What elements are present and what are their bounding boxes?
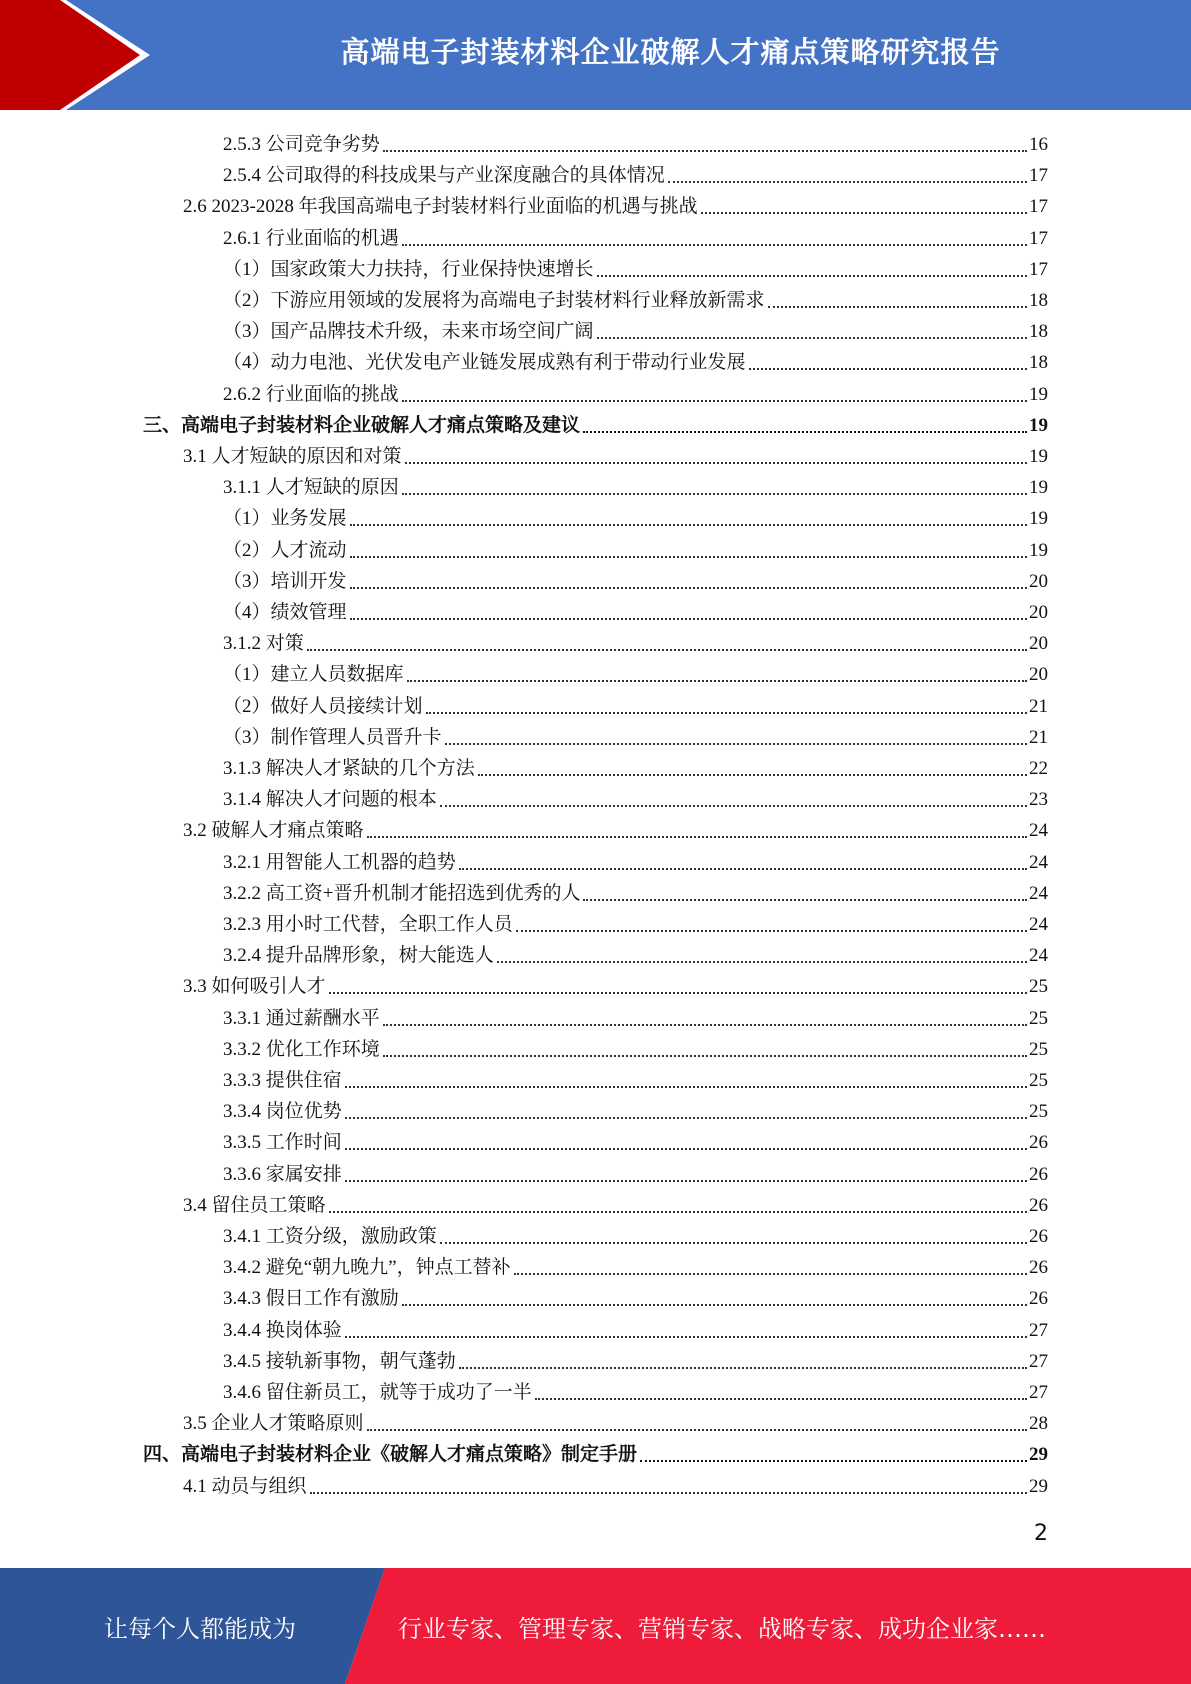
toc-entry-page: 18	[1029, 290, 1048, 311]
toc-leader-dots	[459, 868, 1027, 870]
toc-entry-page: 20	[1029, 633, 1048, 655]
toc-leader-dots	[445, 743, 1027, 745]
toc-entry-label: 3.4 留住员工策略	[183, 1194, 326, 1216]
toc-entry[interactable]	[183, 1405, 1048, 1436]
toc-entry-label: 3.1.2 对策	[223, 633, 304, 655]
toc-entry-page: 19	[1029, 414, 1048, 436]
toc-entry[interactable]	[223, 688, 1048, 719]
toc-entry-label: 3.4.1 工资分级，激励政策	[223, 1226, 437, 1247]
toc-entry[interactable]	[223, 126, 1048, 157]
toc-entry-label: 3.4.4 换岗体验	[223, 1319, 342, 1341]
toc-entry[interactable]	[143, 1436, 1048, 1467]
toc-entry[interactable]	[183, 812, 1048, 843]
toc-entry-page: 18	[1029, 321, 1048, 343]
toc-entry-page: 25	[1029, 1101, 1048, 1123]
toc-entry-label: 3.2.4 提升品牌形象，树大能选人	[223, 945, 494, 967]
toc-leader-dots	[367, 836, 1027, 838]
toc-entry-page: 27	[1029, 1319, 1048, 1341]
toc-entry[interactable]	[223, 875, 1048, 906]
toc-entry-page: 24	[1029, 882, 1048, 904]
toc-entry-label: 3.1.3 解决人才紧缺的几个方法	[223, 758, 475, 779]
toc-entry-label: 3.3.2 优化工作环境	[223, 1038, 380, 1060]
toc-entry[interactable]	[223, 157, 1048, 188]
toc-entry[interactable]	[223, 1343, 1048, 1374]
toc-entry-label: 四、高端电子封装材料企业《破解人才痛点策略》制定手册	[143, 1444, 638, 1466]
toc-entry-page: 24	[1029, 945, 1048, 967]
toc-entry[interactable]	[223, 282, 1048, 313]
toc-entry-label: （4）动力电池、光伏发电产业链发展成熟有利于带动行业发展	[223, 352, 746, 374]
toc-entry[interactable]	[183, 1187, 1048, 1218]
footer-slogan-right: 行业专家、管理专家、营销专家、战略专家、成功企业家……	[398, 1614, 1046, 1643]
toc-entry-page: 27	[1029, 1350, 1048, 1372]
toc-entry-page: 26	[1029, 1132, 1048, 1154]
toc-entry-page: 19	[1029, 446, 1048, 467]
toc-leader-dots	[597, 337, 1027, 339]
toc-leader-dots	[310, 1492, 1027, 1494]
toc-leader-dots	[367, 1429, 1027, 1431]
toc-leader-dots	[402, 244, 1027, 246]
toc-leader-dots	[516, 930, 1027, 932]
toc-entry-label: 3.4.5 接轨新事物，朝气蓬勃	[223, 1350, 456, 1372]
footer-slogan-left: 让每个人都能成为	[104, 1614, 296, 1643]
toc-entry-label: 3.2.1 用智能人工机器的趋势	[223, 851, 456, 873]
toc-entry-page: 29	[1029, 1444, 1048, 1466]
toc-entry-page: 17	[1029, 196, 1048, 218]
toc-entry-label: 3.3.1 通过薪酬水平	[223, 1007, 380, 1029]
toc-entry-page: 21	[1029, 695, 1048, 717]
toc-entry-label: 3.3.5 工作时间	[223, 1132, 342, 1154]
toc-entry-label: 3.1.1 人才短缺的原因	[223, 477, 399, 499]
toc-entry[interactable]	[223, 1156, 1048, 1187]
toc-leader-dots	[329, 992, 1027, 994]
toc-entry[interactable]	[223, 906, 1048, 937]
toc-leader-dots	[345, 1148, 1027, 1150]
toc-entry[interactable]	[223, 844, 1048, 875]
toc-entry[interactable]	[223, 594, 1048, 625]
toc-entry[interactable]	[223, 1218, 1048, 1249]
toc-entry[interactable]	[223, 251, 1048, 282]
toc-entry-label: 3.4.2 避免“朝九晚九”，钟点工替补	[223, 1257, 511, 1279]
toc-entry-page: 16	[1029, 134, 1048, 155]
toc-entry[interactable]	[223, 1249, 1048, 1280]
toc-entry-label: 3.1.4 解决人才问题的根本	[223, 789, 437, 811]
document-title: 高端电子封装材料企业破解人才痛点策略研究报告	[340, 34, 1001, 69]
toc-entry[interactable]	[223, 719, 1048, 750]
toc-entry-label: 3.5 企业人才策略原则	[183, 1413, 364, 1435]
toc-entry-page: 19	[1029, 508, 1048, 530]
toc-entry-label: （2）下游应用领域的发展将为高端电子封装材料行业释放新需求	[223, 290, 765, 311]
toc-entry-label: （1）建立人员数据库	[223, 664, 404, 686]
toc-entry-label: 4.1 动员与组织	[183, 1475, 307, 1497]
toc-leader-dots	[459, 1367, 1027, 1369]
toc-leader-dots	[478, 774, 1027, 776]
toc-entry[interactable]	[223, 563, 1048, 594]
toc-entry[interactable]	[183, 438, 1048, 469]
toc-entry-label: （3）国产品牌技术升级，未来市场空间广阔	[223, 321, 594, 343]
toc-entry-page: 26	[1029, 1257, 1048, 1279]
toc-leader-dots	[350, 618, 1027, 620]
toc-leader-dots	[597, 275, 1027, 277]
toc-entry-page: 29	[1029, 1475, 1048, 1497]
toc-entry-page: 22	[1029, 758, 1048, 779]
toc-entry[interactable]	[223, 1093, 1048, 1124]
toc-entry-page: 17	[1029, 165, 1048, 187]
toc-leader-dots	[350, 556, 1027, 558]
toc-entry-label: 3.3.4 岗位优势	[223, 1101, 342, 1123]
toc-leader-dots	[583, 899, 1027, 901]
toc-leader-dots	[583, 431, 1027, 433]
toc-entry-page: 21	[1029, 726, 1048, 748]
toc-entry-page: 27	[1029, 1382, 1048, 1403]
toc-entry[interactable]	[223, 1000, 1048, 1031]
toc-leader-dots	[426, 712, 1027, 714]
toc-leader-dots	[749, 368, 1027, 370]
toc-leader-dots	[383, 1055, 1027, 1057]
toc-leader-dots	[668, 181, 1027, 183]
toc-leader-dots	[514, 1273, 1027, 1275]
toc-entry-page: 26	[1029, 1163, 1048, 1185]
toc-leader-dots	[535, 1398, 1027, 1400]
toc-entry[interactable]	[223, 781, 1048, 812]
toc-leader-dots	[345, 1086, 1027, 1088]
toc-entry-page: 18	[1029, 352, 1048, 374]
toc-leader-dots	[402, 1304, 1027, 1306]
toc-entry-page: 17	[1029, 258, 1048, 280]
toc-leader-dots	[440, 1242, 1027, 1244]
toc-entry[interactable]	[223, 1062, 1048, 1093]
toc-entry-page: 20	[1029, 570, 1048, 592]
toc-entry-page: 25	[1029, 976, 1048, 998]
toc-entry-page: 20	[1029, 664, 1048, 686]
toc-leader-dots	[383, 150, 1027, 152]
toc-leader-dots	[345, 1336, 1027, 1338]
toc-entry-label: 2.5.4 公司取得的科技成果与产业深度融合的具体情况	[223, 165, 665, 187]
toc-entry-label: 3.1 人才短缺的原因和对策	[183, 446, 402, 467]
toc-entry-label: 3.2 破解人才痛点策略	[183, 820, 364, 842]
toc-leader-dots	[440, 805, 1027, 807]
toc-entry-page: 26	[1029, 1288, 1048, 1310]
toc-entry-label: 3.2.2 高工资+晋升机制才能招选到优秀的人	[223, 882, 581, 904]
toc-entry-page: 28	[1029, 1413, 1048, 1435]
toc-entry[interactable]	[223, 656, 1048, 687]
toc-entry-page: 25	[1029, 1007, 1048, 1029]
toc-entry-label: （2）做好人员接续计划	[223, 695, 423, 717]
toc-entry[interactable]	[183, 1468, 1048, 1499]
toc-entry[interactable]	[223, 937, 1048, 968]
toc-entry[interactable]	[143, 407, 1048, 438]
page-header	[0, 0, 1191, 110]
toc-leader-dots	[307, 649, 1027, 651]
toc-entry-label: 3.4.3 假日工作有激励	[223, 1288, 399, 1310]
toc-entry[interactable]	[223, 1031, 1048, 1062]
toc-entry[interactable]	[223, 220, 1048, 251]
toc-entry[interactable]	[183, 188, 1048, 219]
toc-entry-page: 25	[1029, 1070, 1048, 1091]
toc-entry[interactable]	[223, 313, 1048, 344]
toc-leader-dots	[350, 524, 1027, 526]
toc-entry-label: （4）绩效管理	[223, 602, 347, 623]
toc-entry-label: 2.6.2 行业面临的挑战	[223, 383, 399, 405]
toc-leader-dots	[497, 961, 1027, 963]
toc-entry-label: 3.3.6 家属安排	[223, 1163, 342, 1185]
page-footer	[0, 1568, 1191, 1684]
toc-entry-label: 2.6 2023-2028 年我国高端电子封装材料行业面临的机遇与挑战	[183, 196, 698, 218]
toc-entry[interactable]	[223, 469, 1048, 500]
toc-entry-label: 三、高端电子封装材料企业破解人才痛点策略及建议	[143, 414, 581, 436]
toc-leader-dots	[350, 587, 1027, 589]
toc-entry[interactable]	[223, 1374, 1048, 1405]
toc-entry-label: （3）培训开发	[223, 570, 347, 592]
toc-entry-label: 3.4.6 留住新员工，就等于成功了一半	[223, 1382, 532, 1403]
toc-entry-page: 23	[1029, 789, 1048, 811]
toc-entry-label: （1）业务发展	[223, 508, 347, 530]
toc-entry-label: 2.6.1 行业面临的机遇	[223, 227, 399, 249]
toc-leader-dots	[402, 493, 1027, 495]
toc-entry-label: 3.3 如何吸引人才	[183, 976, 326, 998]
toc-leader-dots	[345, 1117, 1027, 1119]
toc-entry-page: 19	[1029, 383, 1048, 405]
toc-entry[interactable]	[223, 750, 1048, 781]
toc-leader-dots	[405, 462, 1027, 464]
toc-entry-page: 24	[1029, 914, 1048, 935]
toc-entry-page: 26	[1029, 1194, 1048, 1216]
toc-entry-label: （1）国家政策大力扶持，行业保持快速增长	[223, 258, 594, 280]
toc-leader-dots	[407, 680, 1027, 682]
toc-entry-label: 2.5.3 公司竞争劣势	[223, 134, 380, 155]
toc-entry[interactable]	[223, 376, 1048, 407]
toc-entry[interactable]	[223, 500, 1048, 531]
toc-entry[interactable]	[223, 1124, 1048, 1155]
toc-entry-page: 25	[1029, 1038, 1048, 1060]
toc-entry-page: 24	[1029, 820, 1048, 842]
toc-entry[interactable]	[223, 625, 1048, 656]
toc-entry-page: 19	[1029, 477, 1048, 499]
toc-entry-label: 3.3.3 提供住宿	[223, 1070, 342, 1091]
toc-entry-label: （2）人才流动	[223, 539, 347, 561]
toc-entry[interactable]	[223, 1280, 1048, 1311]
toc-entry-label: 3.2.3 用小时工代替，全职工作人员	[223, 914, 513, 935]
toc-leader-dots	[640, 1460, 1027, 1462]
toc-entry-page: 24	[1029, 851, 1048, 873]
toc-entry-page: 26	[1029, 1226, 1048, 1247]
toc-entry-label: （3）制作管理人员晋升卡	[223, 726, 442, 748]
toc-leader-dots	[768, 306, 1027, 308]
toc-entry[interactable]	[223, 1312, 1048, 1343]
toc-entry[interactable]	[183, 968, 1048, 999]
toc-leader-dots	[402, 400, 1027, 402]
toc-leader-dots	[329, 1211, 1027, 1213]
toc-entry-page: 19	[1029, 539, 1048, 561]
page-number: 2	[1034, 1521, 1048, 1546]
toc-entry-page: 20	[1029, 602, 1048, 623]
toc-entry[interactable]	[223, 532, 1048, 563]
toc-entry[interactable]	[223, 344, 1048, 375]
toc-entry-page: 17	[1029, 227, 1048, 249]
toc-leader-dots	[383, 1024, 1027, 1026]
toc-leader-dots	[345, 1180, 1027, 1182]
toc-leader-dots	[701, 212, 1027, 214]
